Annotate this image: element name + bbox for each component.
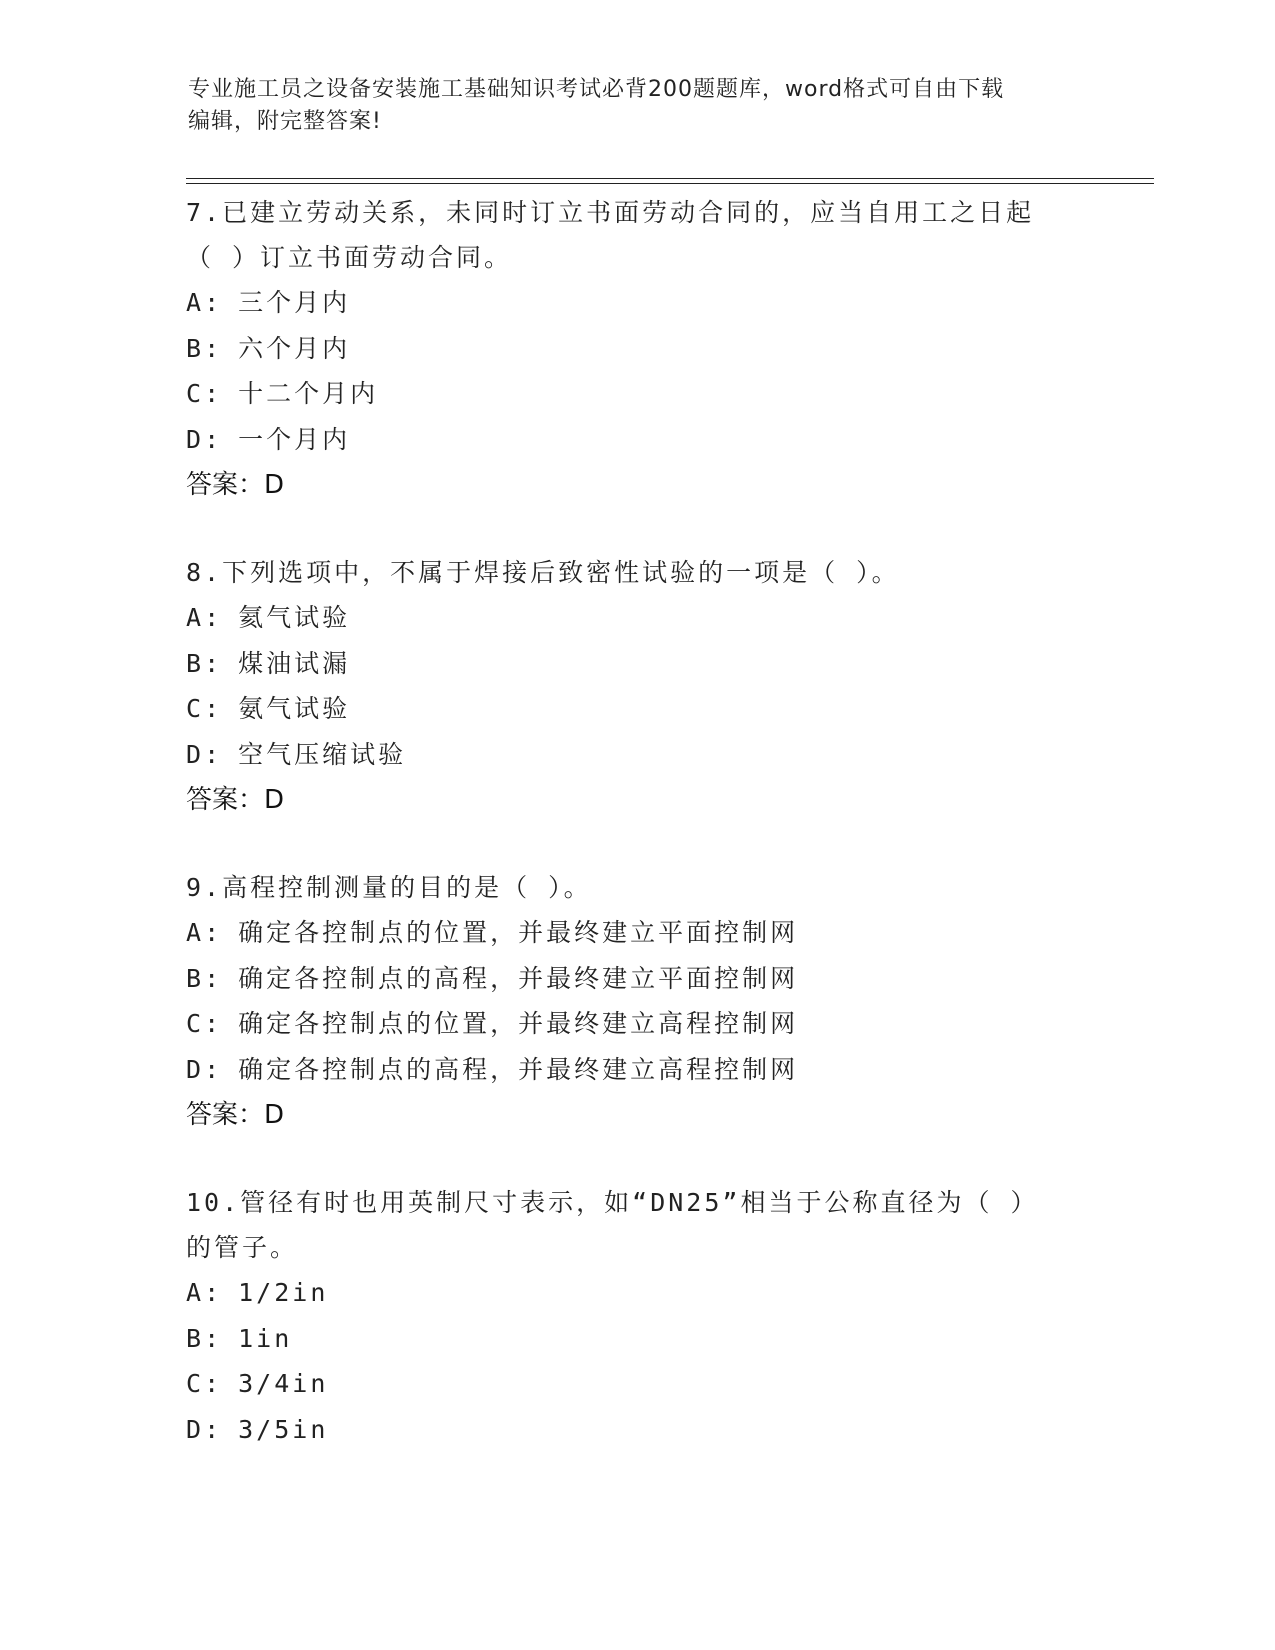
answer-option xyxy=(186,1270,1086,1316)
answer-line: 答案：D xyxy=(186,785,285,815)
option-key: A xyxy=(186,918,205,947)
option-separator: : xyxy=(204,288,223,317)
option-text: 十二个月内 xyxy=(238,379,379,408)
option-key: C xyxy=(186,379,205,408)
option-text: 一个月内 xyxy=(238,424,351,454)
option-key: C xyxy=(186,1009,205,1038)
option-key: B xyxy=(186,333,205,363)
option-text: 氨气试验 xyxy=(238,694,351,723)
answer-line: 答案：D xyxy=(186,1100,285,1130)
question-stem-line: 9.高程控制测量的目的是（ ）。 xyxy=(186,873,592,902)
option-text: 1in xyxy=(238,1323,293,1353)
question-stem-line: 8.下列选项中，不属于焊接后致密性试验的一项是（ ）。 xyxy=(186,558,900,587)
question-stem xyxy=(186,1180,1086,1270)
question-block xyxy=(186,550,1086,823)
answer-option xyxy=(186,956,1086,1002)
option-separator: : xyxy=(204,424,223,454)
option-separator: : xyxy=(204,1278,223,1307)
option-separator: : xyxy=(204,333,223,363)
option-key: C xyxy=(186,694,205,723)
option-key: A xyxy=(186,288,205,317)
option-separator: : xyxy=(204,379,223,408)
option-text: 1/2in xyxy=(238,1278,329,1307)
option-key: C xyxy=(186,1369,205,1398)
question-stem-line: （ ）订立书面劳动合同。 xyxy=(186,243,513,272)
document-header xyxy=(188,74,1088,138)
question-block xyxy=(186,190,1086,508)
option-key: A xyxy=(186,1278,205,1307)
option-text: 空气压缩试验 xyxy=(238,739,407,769)
answer-option xyxy=(186,326,1086,372)
answer-option xyxy=(186,641,1086,687)
question-stem-line: 7.已建立劳动关系，未同时订立书面劳动合同的，应当自用工之日起 xyxy=(186,198,1035,227)
question-block xyxy=(186,1180,1086,1452)
answer-line: 答案：D xyxy=(186,470,285,500)
option-key: A xyxy=(186,603,205,632)
option-text: 确定各控制点的高程，并最终建立高程控制网 xyxy=(238,1054,799,1084)
option-text: 确定各控制点的位置，并最终建立平面控制网 xyxy=(238,918,799,947)
option-separator: : xyxy=(204,963,223,993)
option-key: D xyxy=(186,1054,205,1084)
option-separator: : xyxy=(204,1054,223,1084)
option-key: D xyxy=(186,739,205,769)
option-key: B xyxy=(186,963,205,993)
question-stem xyxy=(186,865,1086,910)
answer-option xyxy=(186,595,1086,641)
answer-option xyxy=(186,1361,1086,1407)
option-separator: : xyxy=(204,1323,223,1353)
answer-option xyxy=(186,1316,1086,1362)
answer-option xyxy=(186,280,1086,326)
option-separator: : xyxy=(204,694,223,723)
option-key: B xyxy=(186,1323,205,1353)
option-text: 三个月内 xyxy=(238,288,351,317)
header-title-line: 专业施工员之设备安装施工基础知识考试必背200题题库，word格式可自由下载 xyxy=(188,77,1005,102)
question-list xyxy=(186,190,1086,1452)
option-separator: : xyxy=(204,648,223,678)
header-divider xyxy=(186,183,1154,184)
option-separator: : xyxy=(204,918,223,947)
option-key: D xyxy=(186,424,205,454)
answer-option xyxy=(186,732,1086,778)
option-text: 六个月内 xyxy=(238,333,351,363)
option-text: 确定各控制点的位置，并最终建立高程控制网 xyxy=(238,1009,799,1038)
option-separator: : xyxy=(204,1414,223,1444)
option-separator: : xyxy=(204,1369,223,1398)
answer-option xyxy=(186,1001,1086,1047)
question-stem xyxy=(186,190,1086,280)
question-stem xyxy=(186,550,1086,595)
option-key: D xyxy=(186,1414,205,1444)
answer-option xyxy=(186,1047,1086,1093)
option-separator: : xyxy=(204,1009,223,1038)
answer-option xyxy=(186,910,1086,956)
question-stem-line: 10.管径有时也用英制尺寸表示，如“DN25”相当于公称直径为（ ） xyxy=(186,1188,1039,1217)
answer-option xyxy=(186,686,1086,732)
answer-option xyxy=(186,371,1086,417)
answer-option xyxy=(186,1407,1086,1453)
option-text: 3/4in xyxy=(238,1369,329,1398)
option-text: 煤油试漏 xyxy=(238,648,351,678)
header-title-line: 编辑，附完整答案! xyxy=(188,109,382,134)
header-divider xyxy=(186,178,1154,179)
option-text: 3/5in xyxy=(238,1414,329,1444)
question-stem-line: 的管子。 xyxy=(186,1233,299,1262)
answer-option xyxy=(186,417,1086,463)
option-separator: : xyxy=(204,739,223,769)
option-text: 确定各控制点的高程，并最终建立平面控制网 xyxy=(238,963,799,993)
option-separator: : xyxy=(204,603,223,632)
option-key: B xyxy=(186,648,205,678)
option-text: 氦气试验 xyxy=(238,603,351,632)
question-block xyxy=(186,865,1086,1138)
